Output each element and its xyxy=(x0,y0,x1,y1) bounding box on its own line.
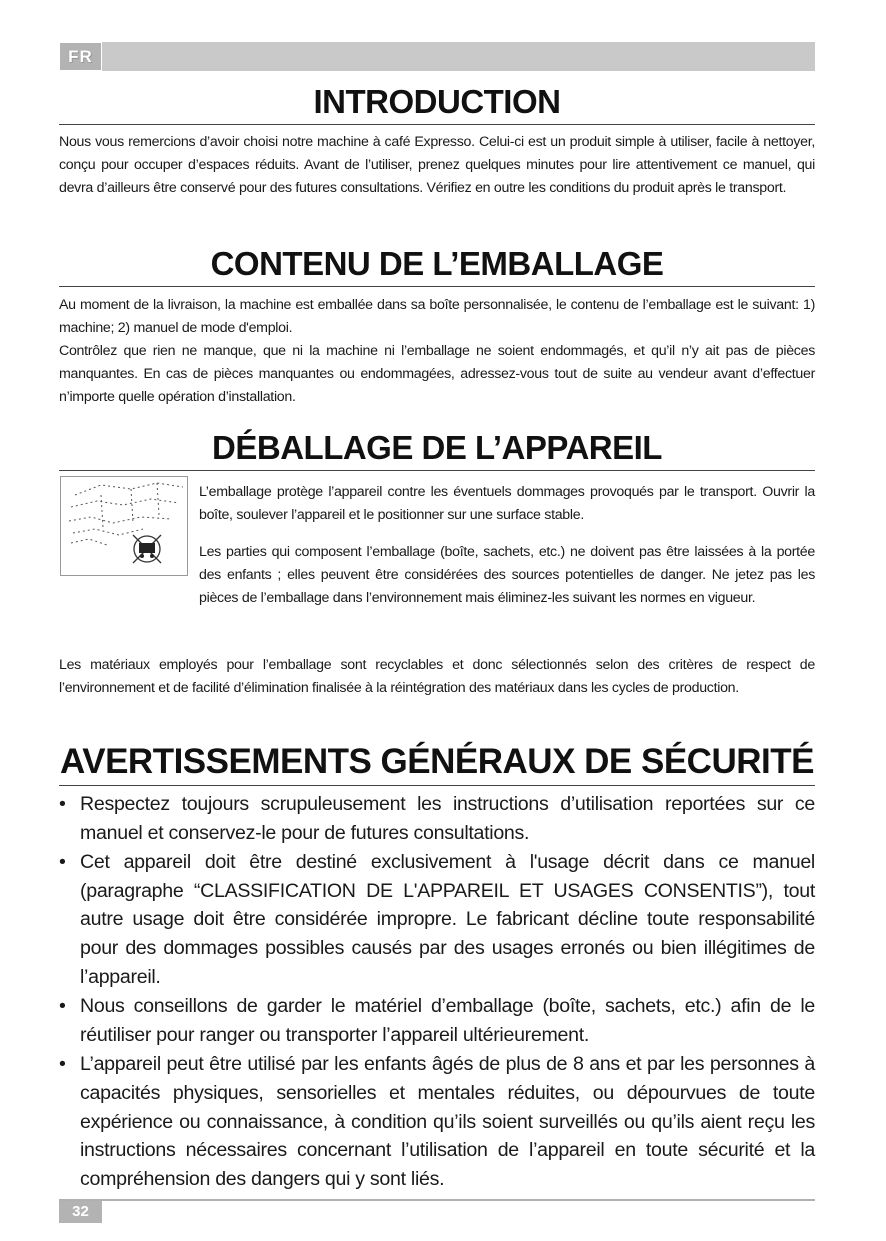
securite-item: • Respectez toujours scrupuleusement les instructions d’utilisation reportées sur ce manuel et conservez-le pour de futures consultations. xyxy=(59,790,815,847)
header-bar xyxy=(59,42,815,71)
securite-item: • Cet appareil doit être destiné exclusivement à l'usage décrit dans ce manuel (paragraphe “CLASSIFICATION DE L'APPAREIL ET USAGES CONSENTIS”), tout autre usage doit être considérée impropre. Le fabricant décline toute responsabilité pour des dommages possibles causés par des usages erronés ou bien illégitimes de l’appareil. xyxy=(59,848,815,991)
intro-text: Nous vous remercions d’avoir choisi notre machine à café Expresso. Celui-ci est un produit simple à utiliser, facile à nettoyer, conçu pour occuper d’espaces réduits. Avant de l’utiliser, prenez quelques minutes pour lire attentivement ce manuel, qui devra d’ailleurs être conservé pour des futures consultations. Vérifiez en outre les conditions du produit après le transport. xyxy=(59,134,815,196)
bullet: • xyxy=(59,995,66,1018)
unpacking-drawing xyxy=(61,477,187,575)
contenu-text-2: Contrôlez que rien ne manque, que ni la machine ni l’emballage ne soient endommagés, et qu’il n’y ait pas de pièces manquantes. En cas de pièces manquantes ou endommagées, adressez-vous tout de suite au vendeur avant d’effectuer n’importe quelle opération d’installation. xyxy=(59,343,815,405)
contenu-title: CONTENU DE L’EMBALLAGE xyxy=(59,244,815,287)
securite-list xyxy=(59,790,815,1194)
securite-item: • L’appareil peut être utilisé par les enfants âgés de plus de 8 ans et par les personnes à capacités physiques, sensorielles et mentales réduites, ou dépourvues de toute expérience ou connaissance, à condition qu’ils soient surveillés ou qu’ils aient reçu les instructions nécessaires concernant l’utilisation de l’appareil en toute sécurité et la compréhension des dangers qui y sont liés. xyxy=(59,1050,815,1193)
securite-item: • Nous conseillons de garder le matériel d’emballage (boîte, sachets, etc.) afin de le réutiliser pour ranger ou transporter l’appareil ultérieurement. xyxy=(59,992,815,1049)
page-number: 32 xyxy=(59,1201,102,1223)
language-label: FR xyxy=(59,42,102,71)
deballage-text-2: Les parties qui composent l’emballage (boîte, sachets, etc.) ne doivent pas être laissées à la portée des enfants ; elles peuvent être considérées des sources potentielles de danger. Ne jetez pas les pièces de l’emballage dans l’environnement mais éliminez-les suivant les normes en vigueur. xyxy=(199,544,815,606)
deballage-text-1: L’emballage protège l’appareil contre les éventuels dommages provoqués par le transport. Ouvrir la boîte, soulever l’appareil et le positionner sur une surface stable. xyxy=(199,484,815,523)
contenu-text-1: Au moment de la livraison, la machine est emballée dans sa boîte personnalisée, le contenu de l’emballage est le suivant: 1) machine; 2) manuel de mode d'emploi. xyxy=(59,297,815,336)
bullet: • xyxy=(59,793,66,815)
deballage-text-3: Les matériaux employés pour l’emballage sont recyclables et donc sélectionnés selon des critères de respect de l’environnement et de facilité d’élimination finalisée à la réintégration des matériaux dans les cycles de production. xyxy=(59,657,815,696)
bullet: • xyxy=(59,851,66,874)
unpacking-illustration xyxy=(60,476,188,576)
deballage-title: DÉBALLAGE DE L’APPAREIL xyxy=(59,428,815,471)
intro-title: INTRODUCTION xyxy=(59,82,815,125)
bullet: • xyxy=(59,1053,66,1076)
footer-divider xyxy=(59,1199,815,1201)
securite-title: AVERTISSEMENTS GÉNÉRAUX DE SÉCURITÉ xyxy=(59,741,815,786)
